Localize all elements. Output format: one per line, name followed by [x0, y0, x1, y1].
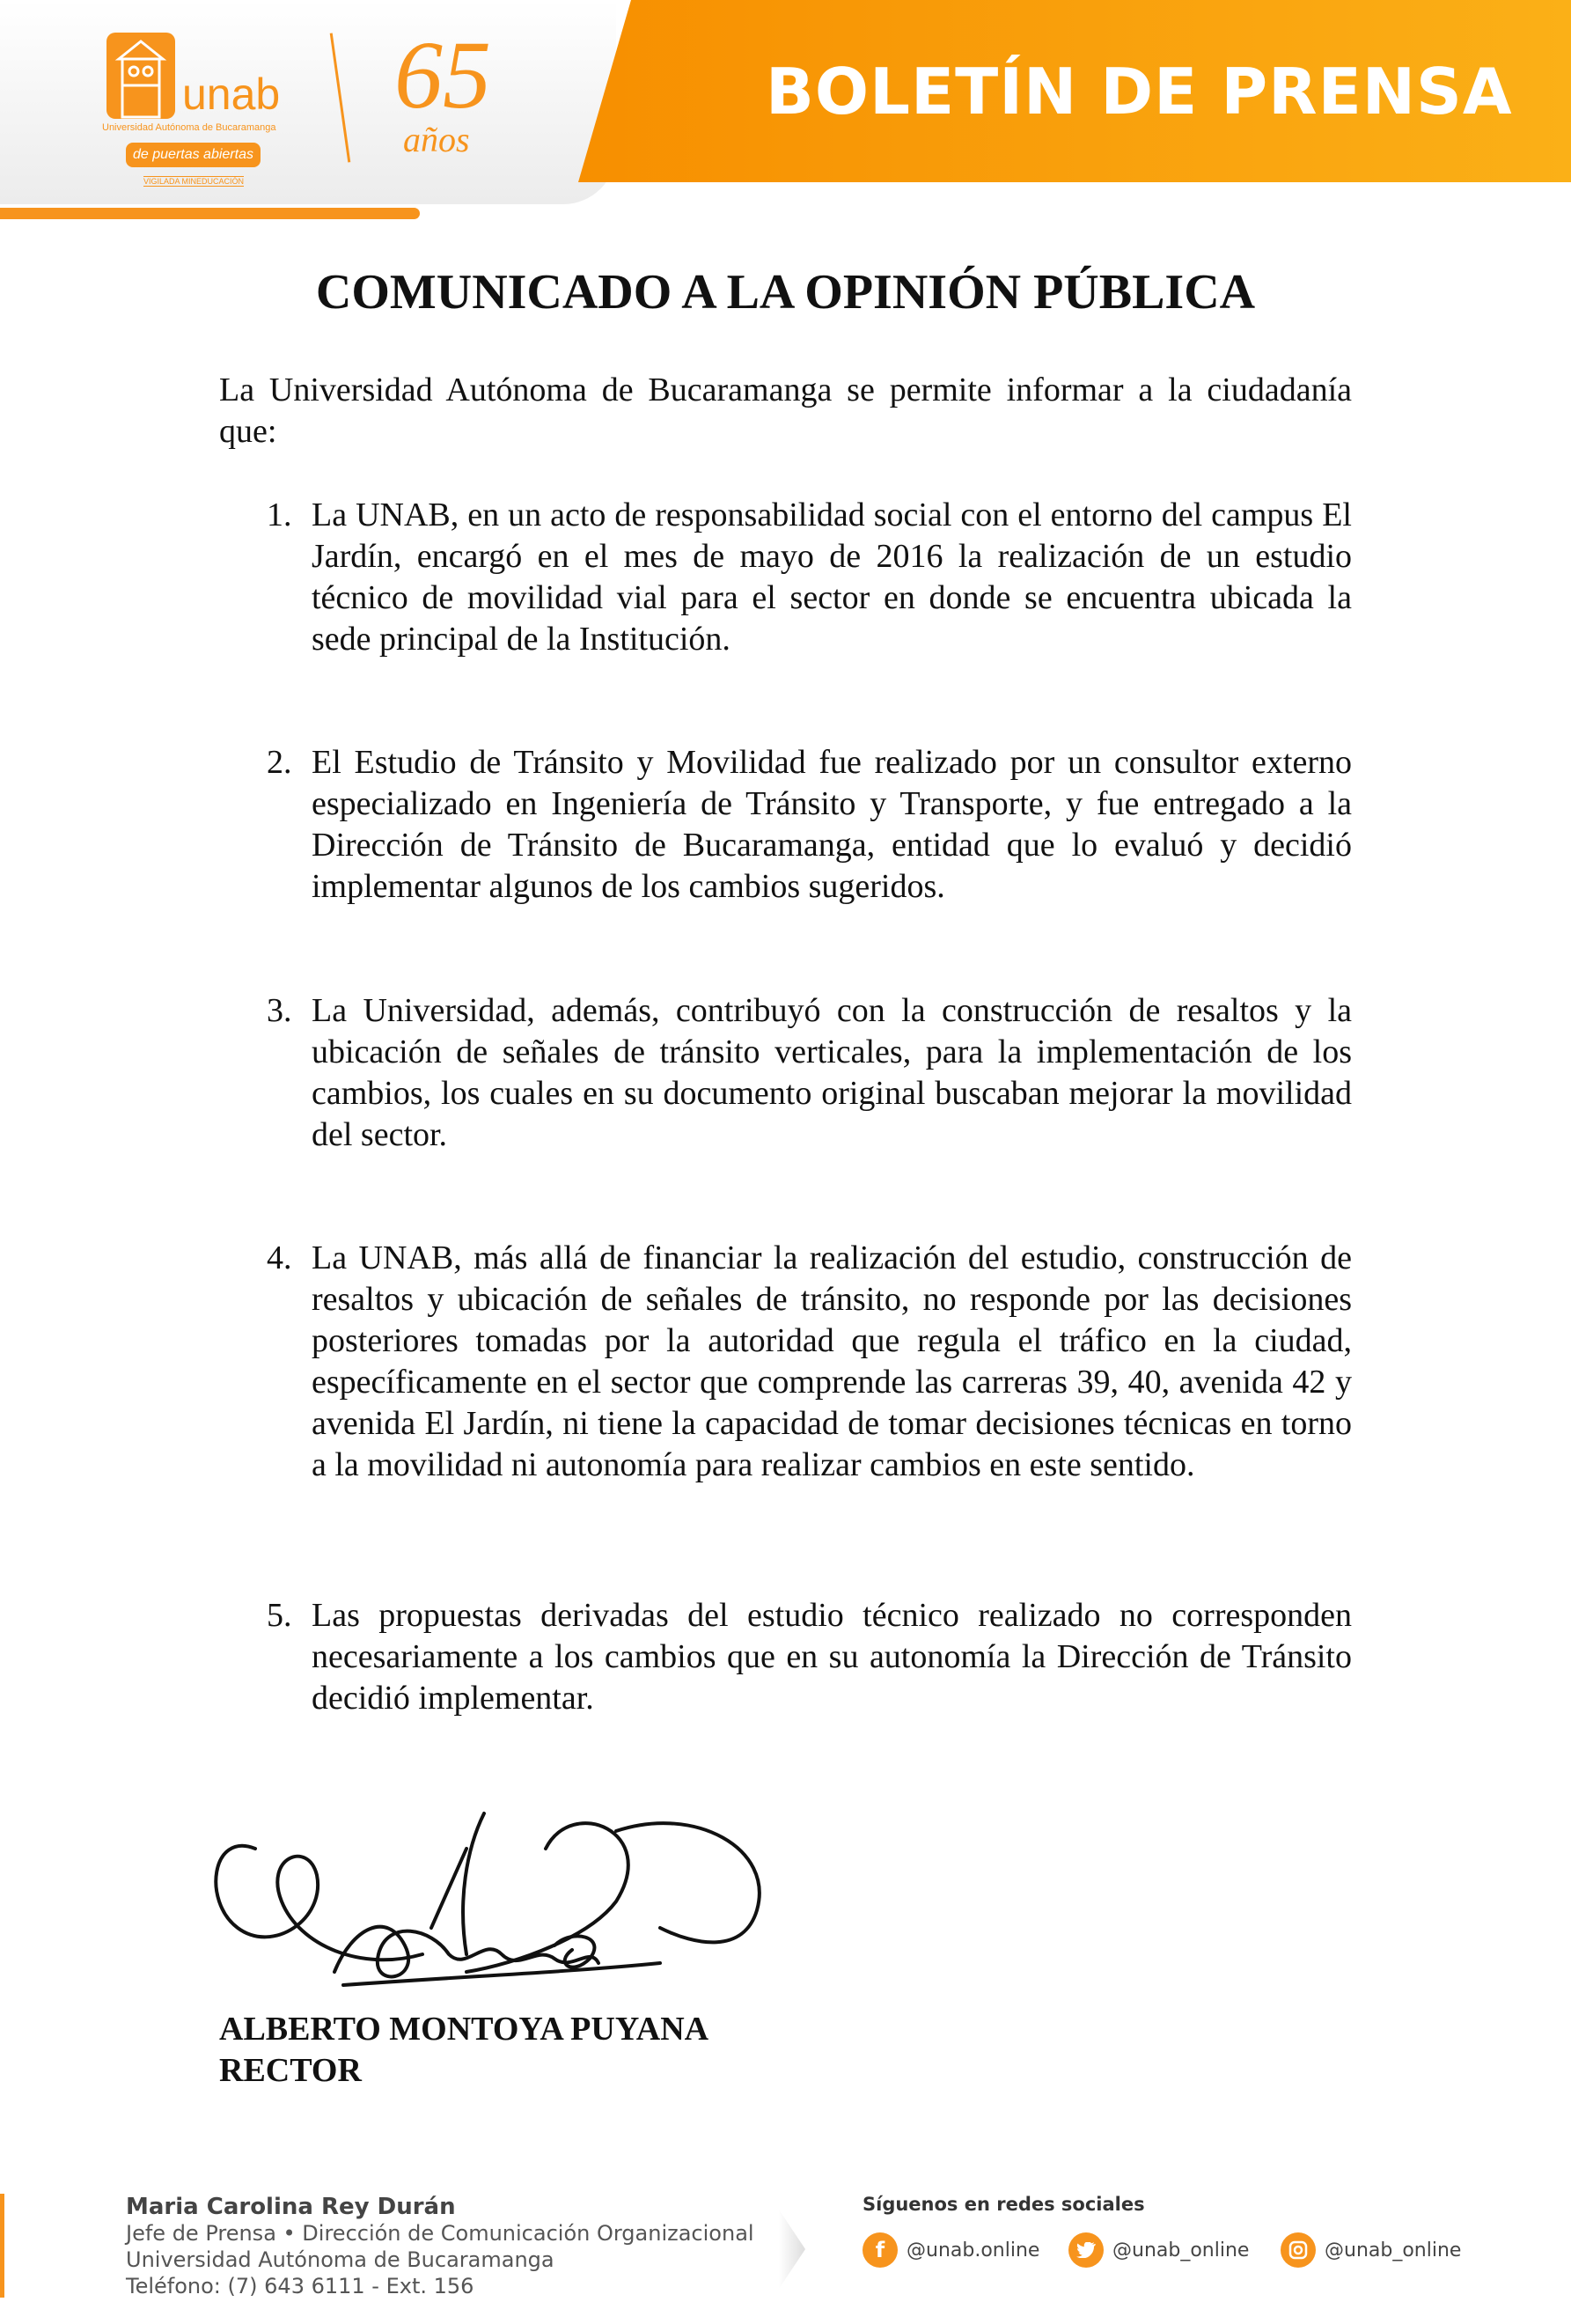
contact-org: Universidad Autónoma de Bucaramanga	[126, 2247, 554, 2272]
logo-name: unab	[182, 70, 281, 119]
contact-name: Maria Carolina Rey Durán	[126, 2194, 456, 2220]
list-item	[267, 1595, 1352, 1719]
header-accent-bar	[0, 208, 420, 219]
anniversary-number: 65	[394, 21, 491, 129]
contact-phone: Teléfono: (7) 643 6111 - Ext. 156	[126, 2274, 474, 2298]
signer-name: ALBERTO MONTOYA PUYANA	[219, 2011, 709, 2048]
facebook-icon: f	[863, 2232, 898, 2268]
twitter-icon	[1068, 2232, 1104, 2268]
social-handle: @unab_online	[1112, 2239, 1250, 2261]
item-text: La UNAB, en un acto de responsabilidad social con el entorno del campus El Jardín, encargó en el mes de mayo de 2016 la realización de un estudio técnico de movilidad vial para el sector en donde se encuentra ubicada la sede principal de la Institución.	[312, 496, 1352, 658]
social-title: Síguenos en redes sociales	[863, 2194, 1145, 2215]
signature-image	[202, 1796, 783, 2020]
contact-role: Jefe de Prensa • Dirección de Comunicación Organizacional	[126, 2221, 754, 2246]
social-handle: @unab.online	[907, 2239, 1040, 2261]
item-number: 1.	[267, 496, 292, 533]
item-number: 5.	[267, 1597, 292, 1634]
item-text: El Estudio de Tránsito y Movilidad fue realizado por un consultor externo especializado en Ingeniería de Tránsito y Transporte, y fue entregado a la Dirección de Tránsito de Bucaramanga, entidad que lo evaluó y decidió implementar algunos de los cambios sugeridos.	[312, 744, 1352, 905]
bulletin-title: BOLETÍN DE PRENSA	[766, 55, 1513, 129]
logo-subtitle: Universidad Autónoma de Bucaramanga	[102, 122, 276, 133]
document-heading: COMUNICADO A LA OPINIÓN PÚBLICA	[315, 265, 1256, 320]
header-left-panel	[0, 0, 616, 204]
social-twitter[interactable]	[1068, 2232, 1249, 2268]
signer-title: RECTOR	[219, 2052, 362, 2089]
item-number: 4.	[267, 1239, 292, 1276]
footer-accent-bar	[0, 2194, 4, 2298]
item-number: 3.	[267, 992, 292, 1029]
social-instagram[interactable]	[1281, 2232, 1461, 2268]
logo-vigilada: VIGILADA MINEDUCACIÓN	[143, 177, 245, 186]
chevron-right-icon	[779, 2210, 805, 2289]
anniversary-word: años	[403, 120, 470, 159]
intro-paragraph: La Universidad Autónoma de Bucaramanga se permite informar a la ciudadanía que:	[219, 371, 1352, 450]
item-number: 2.	[267, 744, 292, 781]
social-facebook[interactable]	[863, 2232, 1039, 2268]
list-item	[267, 990, 1352, 1156]
item-text: La Universidad, además, contribuyó con la construcción de resaltos y la ubicación de señales de tránsito verticales, para la implementación de los cambios, los cuales en su documento original buscaban mejorar la movilidad del sector.	[312, 992, 1352, 1153]
footer-contact	[126, 2194, 754, 2299]
list-item	[267, 742, 1352, 908]
item-text: La UNAB, más allá de financiar la realización del estudio, construcción de resaltos y ubicación de señales de tránsito, no responde por las decisiones posteriores tomadas por la autoridad que regula el tráfico en la ciudad, específicamente en el sector que comprende las carreras 39, 40, avenida 42 y avenida El Jardín, ni tiene la capacidad de tomar decisiones técnicas en torno a la movilidad ni autonomía para realizar cambios en este sentido.	[312, 1239, 1352, 1483]
list-item	[267, 495, 1352, 660]
signer-block	[219, 2009, 708, 2092]
social-handle: @unab_online	[1325, 2239, 1462, 2261]
logo-tagline: de puertas abiertas	[126, 143, 261, 167]
list-item	[267, 1238, 1352, 1486]
item-text: Las propuestas derivadas del estudio técnico realizado no corresponden necesariamente a los cambios que en su autonomía la Dirección de Tránsito decidió implementar.	[312, 1597, 1352, 1717]
unab-logo-icon	[106, 33, 175, 119]
instagram-icon	[1281, 2232, 1316, 2268]
